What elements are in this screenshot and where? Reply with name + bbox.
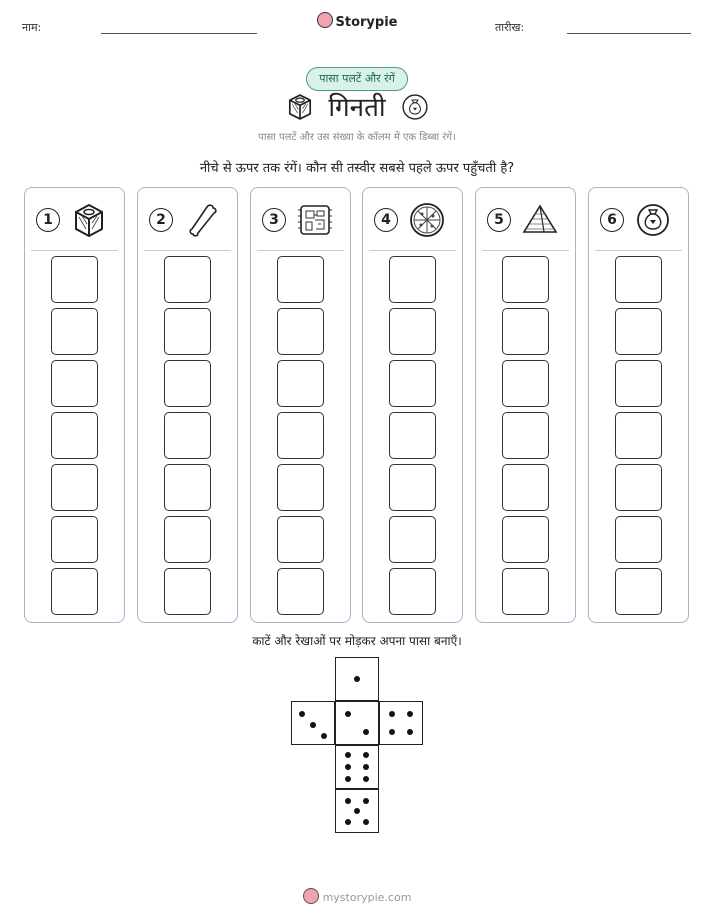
instruction: नीचे से ऊपर तक रंगें। कौन सी तस्वीर सबसे पहले ऊपर पहुँचती है? <box>199 161 515 176</box>
color-box[interactable] <box>164 360 211 407</box>
dice-pip <box>345 752 351 758</box>
column-4 <box>362 187 463 623</box>
color-box[interactable] <box>164 256 211 303</box>
color-box[interactable] <box>51 464 98 511</box>
column-divider <box>369 250 456 251</box>
dice-box-icon <box>69 200 109 240</box>
color-box[interactable] <box>502 256 549 303</box>
dice-pip <box>299 711 305 717</box>
color-box[interactable] <box>277 256 324 303</box>
dice-face <box>335 657 379 701</box>
dice-pip <box>389 711 395 717</box>
brand <box>0 12 714 30</box>
dice-pip <box>354 808 360 814</box>
color-box[interactable] <box>502 568 549 615</box>
page-title: गिनती <box>328 93 386 123</box>
color-box[interactable] <box>389 360 436 407</box>
column-divider <box>31 250 118 251</box>
circuit-board-icon <box>295 200 335 240</box>
color-box[interactable] <box>277 360 324 407</box>
dice-pip <box>345 711 351 717</box>
color-box[interactable] <box>164 308 211 355</box>
dice-face <box>335 701 379 745</box>
color-box[interactable] <box>389 256 436 303</box>
dice-pip <box>345 819 351 825</box>
column-number: 6 <box>600 208 624 232</box>
color-box[interactable] <box>502 360 549 407</box>
color-box[interactable] <box>389 464 436 511</box>
color-box[interactable] <box>615 360 662 407</box>
color-box[interactable] <box>277 412 324 459</box>
color-box[interactable] <box>277 308 324 355</box>
dice-pip <box>407 711 413 717</box>
color-box[interactable] <box>615 308 662 355</box>
dice-pip <box>354 676 360 682</box>
money-bag-icon <box>401 93 429 121</box>
color-box[interactable] <box>164 516 211 563</box>
color-box[interactable] <box>51 308 98 355</box>
dice-pip <box>345 798 351 804</box>
dice-face <box>335 789 379 833</box>
color-box[interactable] <box>389 516 436 563</box>
column-number: 2 <box>149 208 173 232</box>
color-box[interactable] <box>51 360 98 407</box>
color-box[interactable] <box>164 464 211 511</box>
column-divider <box>482 250 569 251</box>
color-box[interactable] <box>615 516 662 563</box>
color-box[interactable] <box>502 516 549 563</box>
column-number: 4 <box>374 208 398 232</box>
color-box[interactable] <box>164 568 211 615</box>
color-box[interactable] <box>615 412 662 459</box>
color-box[interactable] <box>615 256 662 303</box>
color-box[interactable] <box>615 568 662 615</box>
dice-pip <box>363 729 369 735</box>
color-box[interactable] <box>164 412 211 459</box>
footer <box>0 888 714 904</box>
storypie-logo-icon <box>303 888 319 904</box>
color-box[interactable] <box>51 568 98 615</box>
color-box[interactable] <box>389 412 436 459</box>
dice-pip <box>363 752 369 758</box>
brand-name: Storypie <box>335 15 398 30</box>
dice-pip <box>363 764 369 770</box>
column-6 <box>588 187 689 623</box>
color-box[interactable] <box>502 412 549 459</box>
dice-face <box>291 701 335 745</box>
dice-pip <box>363 776 369 782</box>
column-number: 3 <box>262 208 286 232</box>
storypie-logo-icon <box>317 12 333 28</box>
column-divider <box>257 250 344 251</box>
color-box[interactable] <box>389 568 436 615</box>
dice-pip <box>363 819 369 825</box>
color-box[interactable] <box>615 464 662 511</box>
footer-site: mystorypie.com <box>322 891 412 904</box>
column-2 <box>137 187 238 623</box>
column-5 <box>475 187 576 623</box>
cut-instruction: काटें और रेखाओं पर मोड़कर अपना पासा बनाएँ। <box>252 634 462 648</box>
dice-pip <box>345 764 351 770</box>
color-box[interactable] <box>277 464 324 511</box>
column-number: 1 <box>36 208 60 232</box>
name-line[interactable] <box>101 33 257 34</box>
column-divider <box>595 250 682 251</box>
color-box[interactable] <box>51 412 98 459</box>
dice-pip <box>407 729 413 735</box>
color-box[interactable] <box>51 516 98 563</box>
color-box[interactable] <box>389 308 436 355</box>
activity-tag: पासा पलटें और रंगें <box>306 67 408 91</box>
name-label: नाम: <box>22 21 42 34</box>
color-box[interactable] <box>51 256 98 303</box>
column-divider <box>144 250 231 251</box>
date-line[interactable] <box>567 33 691 34</box>
color-box[interactable] <box>277 568 324 615</box>
dice-pip <box>310 722 316 728</box>
column-3 <box>250 187 351 623</box>
dice-face <box>379 701 423 745</box>
color-box[interactable] <box>502 308 549 355</box>
dice-pip <box>389 729 395 735</box>
dice-face <box>335 745 379 789</box>
subtitle: पासा पलटें और उस संख्या के कॉलम में एक डिब्बा रंगें। <box>258 132 456 143</box>
color-box[interactable] <box>277 516 324 563</box>
bone-icon <box>182 200 222 240</box>
column-1 <box>24 187 125 623</box>
dice-pip <box>345 776 351 782</box>
date-label: तारीख: <box>495 21 525 34</box>
column-number: 5 <box>487 208 511 232</box>
money-bag-icon <box>633 200 673 240</box>
dice-pip <box>321 733 327 739</box>
pyramid-icon <box>520 200 560 240</box>
color-box[interactable] <box>502 464 549 511</box>
pizza-icon <box>407 200 447 240</box>
dice-pip <box>363 798 369 804</box>
